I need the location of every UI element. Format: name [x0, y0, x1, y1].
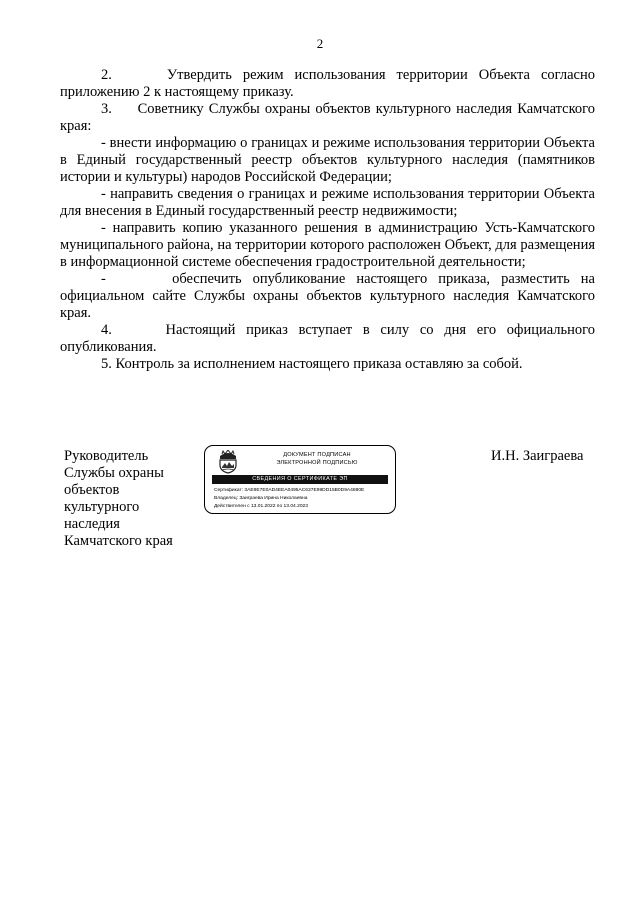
certificate-number: Сертификат: 3AE9E7E0AD4EEA0495AC637E99DD15B0D9A4880E	[214, 488, 365, 493]
paragraph-subitem-registry-info: - внести информацию о границах и режиме использования территории Объекта в Единый государственный реестр объектов культурного наследия (памятников истории и культуры) народов Российской Федерации;	[60, 135, 595, 185]
signatory-name: И.Н. Заиграева	[491, 448, 584, 464]
certificate-validity: Действителен с 13.01.2022 по 13.04.2023	[214, 504, 308, 509]
electronic-signature-stamp	[204, 445, 396, 514]
paragraph-item-3: 3. Советнику Службы охраны объектов культурного наследия Камчатского края:	[60, 101, 595, 134]
paragraph-item-5: 5. Контроль за исполнением настоящего приказа оставляю за собой.	[101, 356, 523, 372]
signatory-position	[64, 448, 214, 550]
position-line: Руководитель	[64, 448, 149, 464]
position-line: Службы охраны	[64, 465, 164, 481]
stamp-heading-line: ДОКУМЕНТ ПОДПИСАН	[283, 452, 351, 458]
paragraph-subitem-publication: - обеспечить опубликование настоящего приказа, разместить на официальном сайте Службы охраны объектов культурного наследия Камчатского края.	[60, 271, 595, 321]
position-line: Камчатского края	[64, 533, 173, 549]
certificate-owner: Владелец: Заиграева Ирина Николаевна	[214, 496, 308, 501]
stamp-heading-line: ЭЛЕКТРОННОЙ ПОДПИСЬЮ	[276, 459, 358, 466]
paragraph-item-2: 2. Утвердить режим использования территории Объекта согласно приложению 2 к настоящему приказу.	[60, 67, 595, 100]
paragraph-subitem-copy-to-administration: - направить копию указанного решения в администрацию Усть-Камчатского муниципального района, на территории которого расположен Объект, для размещения в информационной системе обеспечения градостроительной деятельности;	[60, 220, 595, 270]
page-number: 2	[316, 36, 324, 51]
order-body	[60, 67, 595, 373]
position-line: культурного	[64, 499, 140, 515]
stamp-heading	[243, 452, 391, 467]
position-line: наследия	[64, 516, 120, 532]
position-line: объектов	[64, 482, 120, 498]
paragraph-item-4: 4. Настоящий приказ вступает в силу со дня его официального опубликования.	[60, 322, 595, 355]
coat-of-arms-icon	[217, 450, 239, 474]
certificate-info-bar: СВЕДЕНИЯ О СЕРТИФИКАТЕ ЭП	[212, 475, 388, 484]
paragraph-subitem-real-estate: - направить сведения о границах и режиме использования территории Объекта для внесения в Единый государственный реестр недвижимости;	[60, 186, 595, 219]
